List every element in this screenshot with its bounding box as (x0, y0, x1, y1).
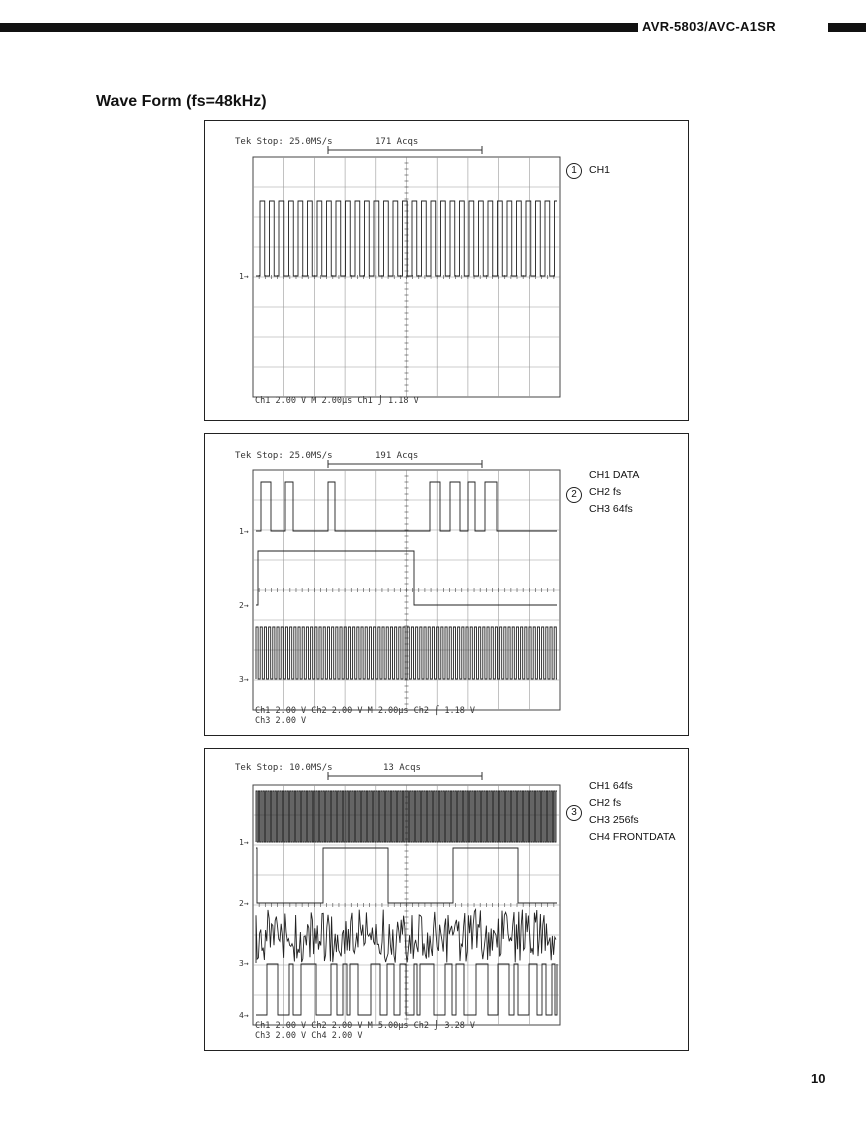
channel-marker: 2→ (239, 899, 249, 908)
channel-marker: 1→ (239, 527, 249, 536)
legend-ch1: CH1 64fs (589, 780, 633, 792)
scope-status: Tek Stop: 25.0MS/s (235, 137, 333, 147)
channel-legend (589, 778, 676, 846)
legend-ch4: CH4 FRONTDATA (589, 831, 676, 843)
waveform-panel-2 (204, 433, 689, 736)
scope-acqs: 13 Acqs (383, 763, 421, 773)
waveform-panel-3 (204, 748, 689, 1051)
scope-readout: Ch1 2.00 V Ch2 2.00 V M 5.00µs Ch2 ⌡ 3.28 V (255, 1021, 476, 1031)
header-rule-end (828, 23, 866, 32)
page-number: 10 (811, 1071, 826, 1086)
scope-readout: Ch1 2.00 V Ch2 2.00 V M 2.00µs Ch2 ⌠ 1.18 V (255, 706, 476, 716)
scope-status: Tek Stop: 10.0MS/s (235, 763, 333, 773)
scope-acqs: 171 Acqs (375, 137, 419, 147)
legend-ch2: CH2 fs (589, 797, 622, 809)
channel-legend (589, 162, 610, 179)
scope-readout-2: Ch3 2.00 V (255, 716, 307, 726)
waveform-panel-1 (204, 120, 689, 421)
channel-marker: 1→ (239, 272, 249, 281)
section-title: Wave Form (fs=48kHz) (96, 93, 267, 110)
waveform-trace (256, 910, 556, 963)
panel-number: 1 (566, 163, 582, 179)
legend-ch1: CH1 (589, 164, 611, 176)
header-rule (0, 23, 638, 32)
channel-marker: 2→ (239, 601, 249, 610)
channel-marker: 1→ (239, 838, 249, 847)
channel-marker: 3→ (239, 675, 249, 684)
panel-number: 3 (566, 805, 582, 821)
scope-readout: Ch1 2.00 V M 2.00µs Ch1 ⌡ 1.18 V (255, 396, 419, 406)
legend-ch3: CH3 256fs (589, 814, 639, 826)
scope-status: Tek Stop: 25.0MS/s (235, 451, 333, 461)
channel-legend (589, 467, 639, 518)
panel-number: 2 (566, 487, 582, 503)
channel-marker: 4→ (239, 1011, 249, 1020)
legend-ch3: CH3 64fs (589, 503, 633, 515)
model-title: AVR-5803/AVC-A1SR (642, 19, 776, 34)
legend-ch1: CH1 DATA (589, 469, 640, 481)
channel-marker: 3→ (239, 959, 249, 968)
scope-readout-2: Ch3 2.00 V Ch4 2.00 V (255, 1031, 363, 1041)
legend-ch2: CH2 fs (589, 486, 622, 498)
oscilloscope-screen (205, 121, 688, 420)
scope-acqs: 191 Acqs (375, 451, 419, 461)
